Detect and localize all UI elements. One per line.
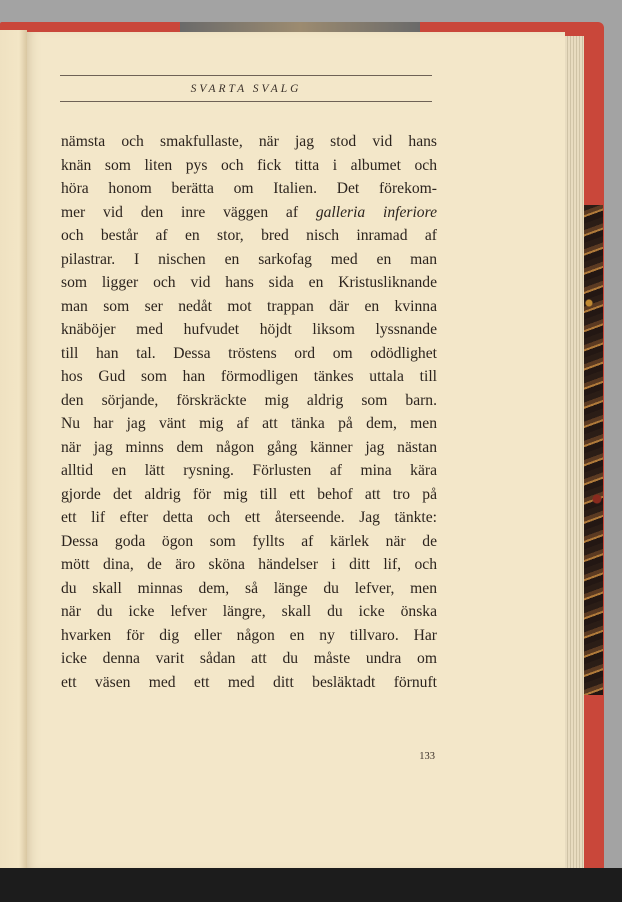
text-line-start: mer vid den inre väggen af bbox=[61, 203, 316, 221]
page-block-edges bbox=[562, 36, 584, 868]
text-line: Dessa goda ögon som fyllts af kärlek när de bbox=[61, 532, 437, 550]
text-line: Nu har jag vänt mig af att tänka på dem, men bbox=[61, 415, 437, 432]
text-line: gjorde det aldrig för mig till ett behof att tro på bbox=[61, 485, 437, 503]
text-line: när du icke lefver längre, skall du icke önska bbox=[61, 603, 437, 620]
text-line: som ligger och vid hans sida en Kristusliknande bbox=[61, 274, 437, 291]
text-line bbox=[61, 201, 437, 225]
italic-phrase: galleria inferiore bbox=[315, 203, 437, 221]
text-line: du skall minnas dem, så länge du lefver, men bbox=[61, 579, 437, 597]
header-rule-bottom bbox=[60, 101, 432, 102]
text-line: pilastrar. I nischen en sarkofag med en man bbox=[61, 250, 437, 268]
text-line: höra honom berätta om Italien. Det förekom- bbox=[61, 180, 437, 197]
text-line: hvarken för dig eller någon en ny tillvaro. Har bbox=[61, 626, 437, 644]
text-line: nämsta och smakfullaste, när jag stod vid hans bbox=[61, 133, 437, 150]
text-line: och består af en stor, bred nisch inramad af bbox=[61, 227, 437, 244]
text-line: ett väsen med ett med ditt besläktadt förnuft bbox=[61, 673, 437, 691]
page-number: 133 bbox=[419, 751, 435, 762]
scan-background-strip bbox=[0, 868, 622, 902]
text-line: ett lif efter detta och ett återseende. Jag tänkte: bbox=[61, 509, 437, 526]
marbled-edge bbox=[583, 205, 603, 695]
text-line: man som ser nedåt mot trappan där en kvinna bbox=[61, 297, 437, 315]
header-rule-top bbox=[60, 75, 432, 76]
cover-top-edge bbox=[180, 22, 420, 32]
text-line: hos Gud som han förmodligen tänkes uttala till bbox=[61, 368, 437, 385]
text-line: den sörjande, förskräckte mig aldrig som barn. bbox=[61, 391, 437, 409]
left-page-edge bbox=[0, 30, 27, 868]
text-line: knäböjer med hufvudet höjdt liksom lyssnande bbox=[61, 321, 437, 338]
text-line: icke denna varit sådan att du måste undra om bbox=[61, 650, 437, 667]
text-line: när jag minns dem någon gång känner jag nästan bbox=[61, 438, 437, 456]
text-line: mött dina, de äro sköna händelser i ditt lif, och bbox=[61, 556, 437, 573]
text-line: till han tal. Dessa tröstens ord om odödlighet bbox=[61, 344, 437, 362]
text-line: knän som liten pys och fick titta i albumet och bbox=[61, 156, 437, 174]
body-text bbox=[61, 130, 437, 694]
running-head bbox=[60, 75, 432, 102]
running-title: SVARTA SVALG bbox=[190, 83, 302, 95]
text-line: alltid en lätt rysning. Förlusten af mina kära bbox=[61, 462, 437, 479]
